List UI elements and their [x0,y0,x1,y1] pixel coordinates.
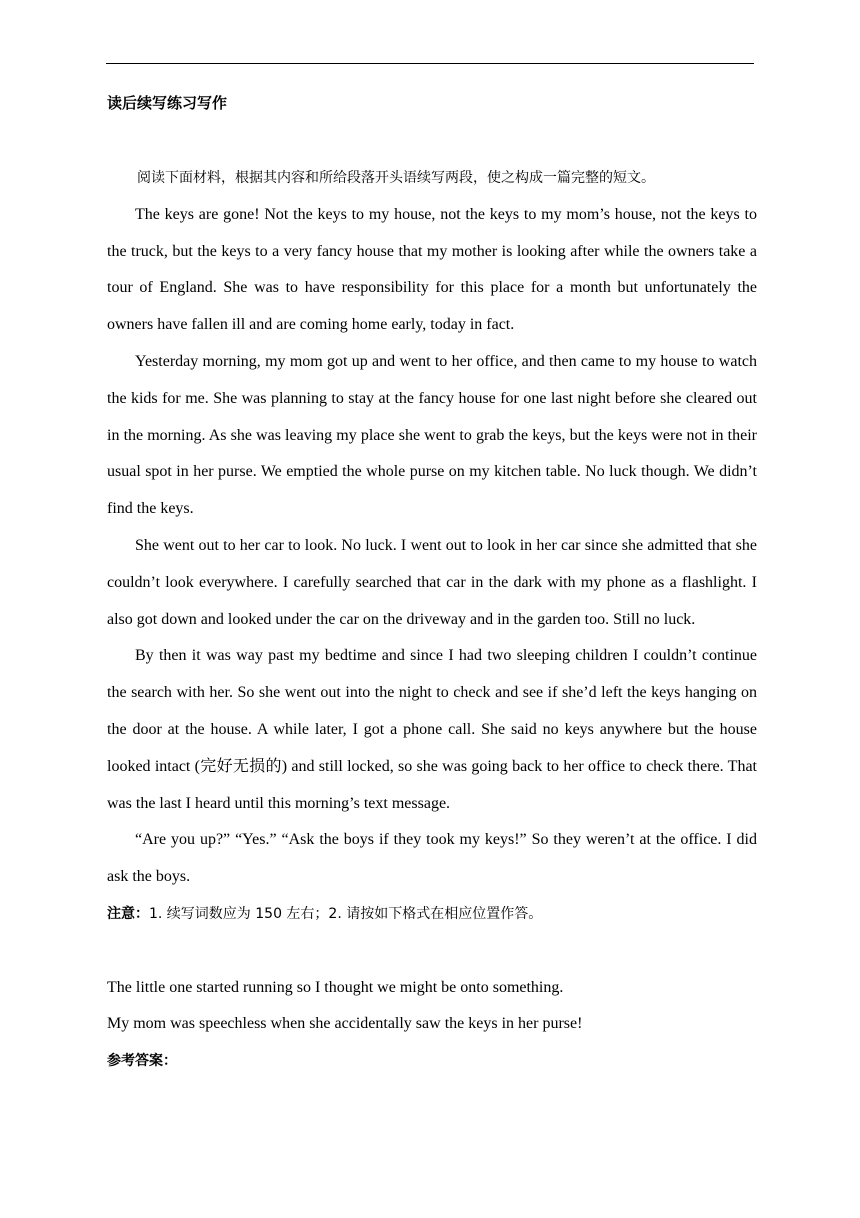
note-label: 注意： [107,905,149,922]
story-paragraph-2: Yesterday morning, my mom got up and went to her office, and then came to my house to watch the kids for me. She was planning to stay at the fancy house for one last night before she cleared out in the morning. As she was leaving my place she went to grab the keys, but the keys were not in their usual spot in her purse. We emptied the whole purse on my kitchen table. No luck though. We didn’t find the keys. [107,352,757,518]
header-rule [106,63,754,64]
answer-label: 参考答案： [107,1053,177,1070]
spacer [107,933,757,970]
note-line [107,896,757,933]
page-title: 读后续写练习写作 [107,94,228,112]
note-text: 1. 续写词数应为 150 左右；2. 请按如下格式在相应位置作答。 [149,905,543,922]
story-paragraph-3: She went out to her car to look. No luck. I went out to look in her car since she admitted that she couldn’t look everywhere. I carefully searched that car in the dark with my phone as a flashlight. I also got down and looked under the car on the driveway and in the garden too. Still no luck. [107,536,757,628]
story-paragraph-5: “Are you up?” “Yes.” “Ask the boys if they took my keys!” So they weren’t at the office. I did ask the boys. [107,831,757,886]
instruction-text: 阅读下面材料，根据其内容和所给段落开头语续写两段，使之构成一篇完整的短文。 [137,170,655,186]
story-paragraph-1: The keys are gone! Not the keys to my house, not the keys to my mom’s house, not the keys to the truck, but the keys to a very fancy house that my mother is looking after while the owners take a tour of England. She was to have responsibility for this place for a month but unfortunately the owners have fallen ill and are coming home early, today in fact. [107,205,757,334]
prompt-1: The little one started running so I thought we might be onto something. [107,978,564,996]
story-paragraph-4: By then it was way past my bedtime and since I had two sleeping children I couldn’t continue the search with her. So she went out into the night to check and see if she’d left the keys hanging on the door at the house. A while later, I got a phone call. She said no keys anywhere but the house looked intact (完好无损的) and still locked, so she was going back to her office to check there. That was the last I heard until this morning’s text message. [107,647,757,812]
prompt-2: My mom was speechless when she accidentally saw the keys in her purse! [107,1015,583,1033]
document-body [107,160,757,1080]
